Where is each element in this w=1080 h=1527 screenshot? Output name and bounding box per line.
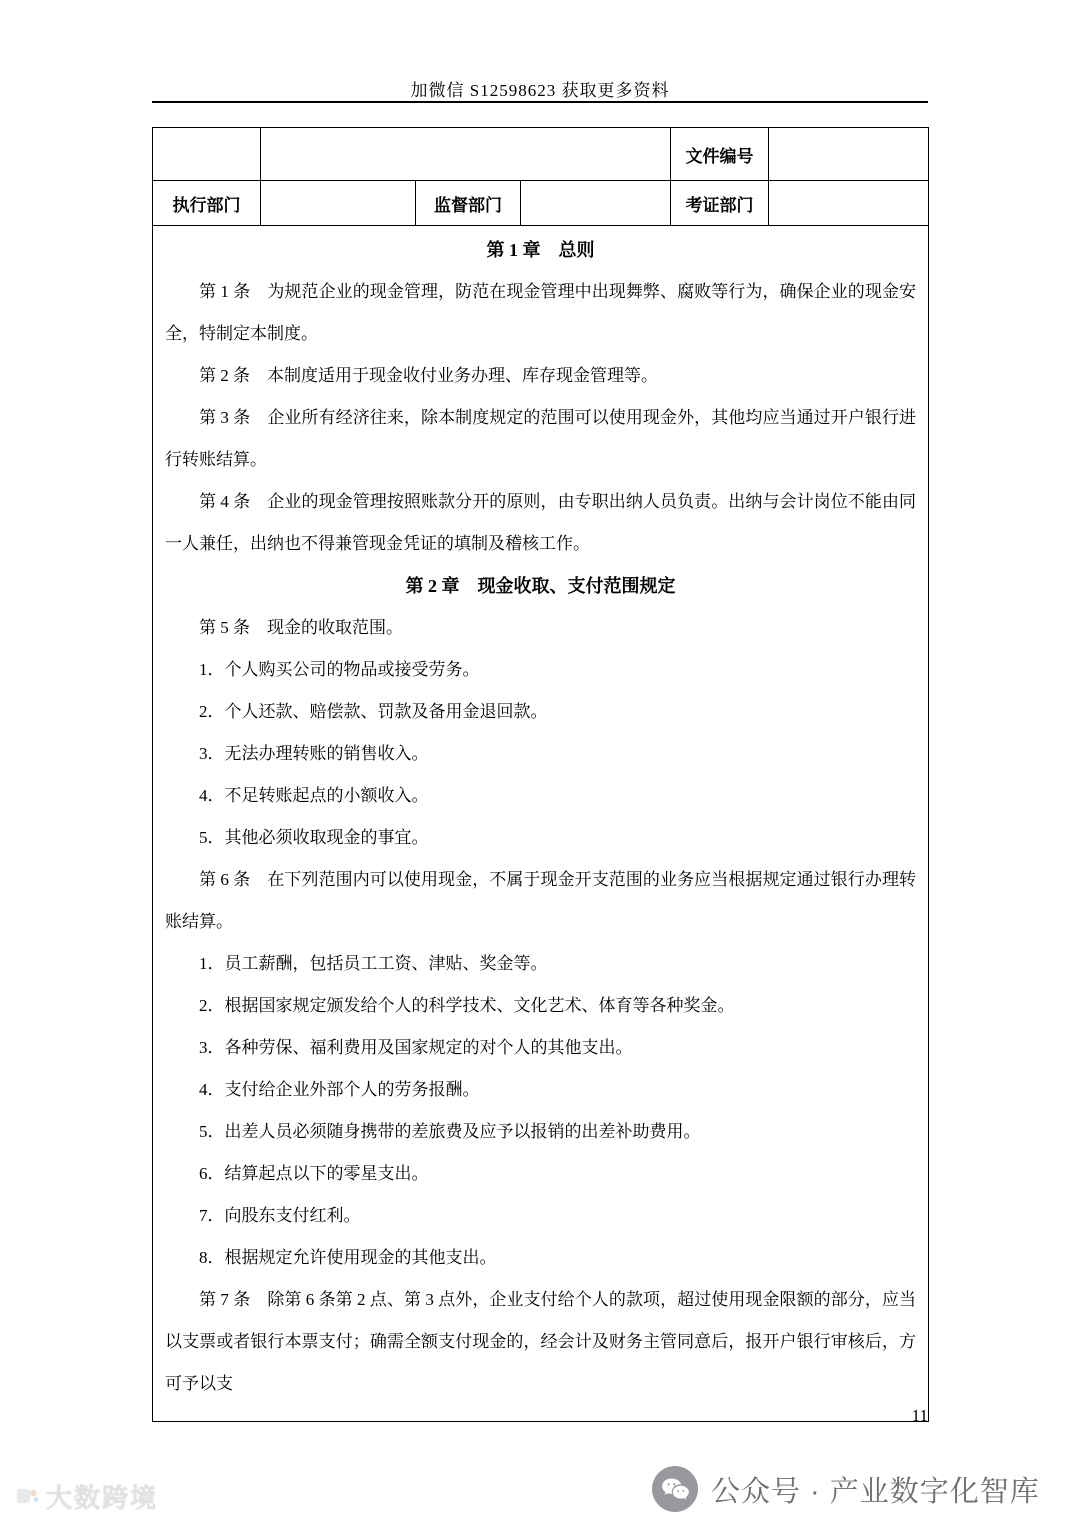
list-item: 6．结算起点以下的零星支出。 <box>199 1164 429 1183</box>
exec-dept-value-cell <box>261 181 416 226</box>
watermark-left-text: 大数跨境 <box>46 1483 159 1513</box>
document-info-table <box>152 127 929 1422</box>
header-promo-text: 加微信 S12598623 获取更多资料 <box>410 81 670 100</box>
article-paragraph: 第 3 条 企业所有经济往来，除本制度规定的范围可以使用现金外，其他均应当通过开户银行进行转账结算。 <box>165 408 917 469</box>
list-item: 5．出差人员必须随身携带的差旅费及应予以报销的出差补助费用。 <box>199 1122 701 1141</box>
supervise-dept-label: 监督部门 <box>416 181 521 226</box>
list-item: 3．无法办理转账的销售收入。 <box>199 744 429 763</box>
header-divider <box>152 101 928 103</box>
empty-cell <box>261 128 671 181</box>
dashu-kuajing-logo-icon <box>16 1485 40 1509</box>
article-paragraph: 第 7 条 除第 6 条第 2 点、第 3 点外，企业支付给个人的款项，超过使用现金限额的部分，应当以支票或者银行本票支付；确需全额支付现金的，经会计及财务主管同意后，报开户银行审核后，方可予以支 <box>165 1290 917 1393</box>
verify-dept-value-cell <box>769 181 929 226</box>
watermark-right-text: 公众号 · 产业数字化智库 <box>711 1475 1040 1508</box>
list-item: 5．其他必须收取现金的事宜。 <box>199 828 429 847</box>
article-paragraph: 第 6 条 在下列范围内可以使用现金，不属于现金开支范围的业务应当根据规定通过银行办理转账结算。 <box>165 870 917 931</box>
wechat-official-account-icon <box>652 1466 698 1512</box>
article-paragraph: 第 4 条 企业的现金管理按照账款分开的原则，由专职出纳人员负责。出纳与会计岗位不能由同一人兼任，出纳也不得兼管现金凭证的填制及稽核工作。 <box>165 492 917 553</box>
list-item: 8．根据规定允许使用现金的其他支出。 <box>199 1248 497 1267</box>
article-paragraph: 第 2 条 本制度适用于现金收付业务办理、库存现金管理等。 <box>199 366 658 385</box>
list-item: 4．支付给企业外部个人的劳务报酬。 <box>199 1080 480 1099</box>
list-item: 1．员工薪酬，包括员工工资、津贴、奖金等。 <box>199 954 548 973</box>
document-body-cell <box>153 226 929 1422</box>
watermark-right <box>652 1466 1040 1512</box>
list-item: 4．不足转账起点的小额收入。 <box>199 786 429 805</box>
article-paragraph: 第 5 条 现金的收取范围。 <box>199 618 403 637</box>
exec-dept-label: 执行部门 <box>153 181 261 226</box>
list-item: 3．各种劳保、福利费用及国家规定的对个人的其他支出。 <box>199 1038 633 1057</box>
article-paragraph: 第 1 条 为规范企业的现金管理，防范在现金管理中出现舞弊、腐败等行为，确保企业的现金安全，特制定本制度。 <box>165 282 917 343</box>
list-item: 1．个人购买公司的物品或接受劳务。 <box>199 660 480 679</box>
doc-number-label: 文件编号 <box>671 128 769 181</box>
page-number: 11 <box>911 1406 928 1425</box>
verify-dept-label: 考证部门 <box>671 181 769 226</box>
doc-number-value-cell <box>769 128 929 181</box>
list-item: 7．向股东支付红利。 <box>199 1206 361 1225</box>
watermark-left <box>16 1478 158 1515</box>
list-item: 2．个人还款、赔偿款、罚款及备用金退回款。 <box>199 702 548 721</box>
chapter-heading: 第 1 章 总则 <box>486 240 595 260</box>
list-item: 2．根据国家规定颁发给个人的科学技术、文化艺术、体育等各种奖金。 <box>199 996 735 1015</box>
supervise-dept-value-cell <box>521 181 671 226</box>
empty-cell <box>153 128 261 181</box>
chapter-heading: 第 2 章 现金收取、支付范围规定 <box>405 576 676 596</box>
